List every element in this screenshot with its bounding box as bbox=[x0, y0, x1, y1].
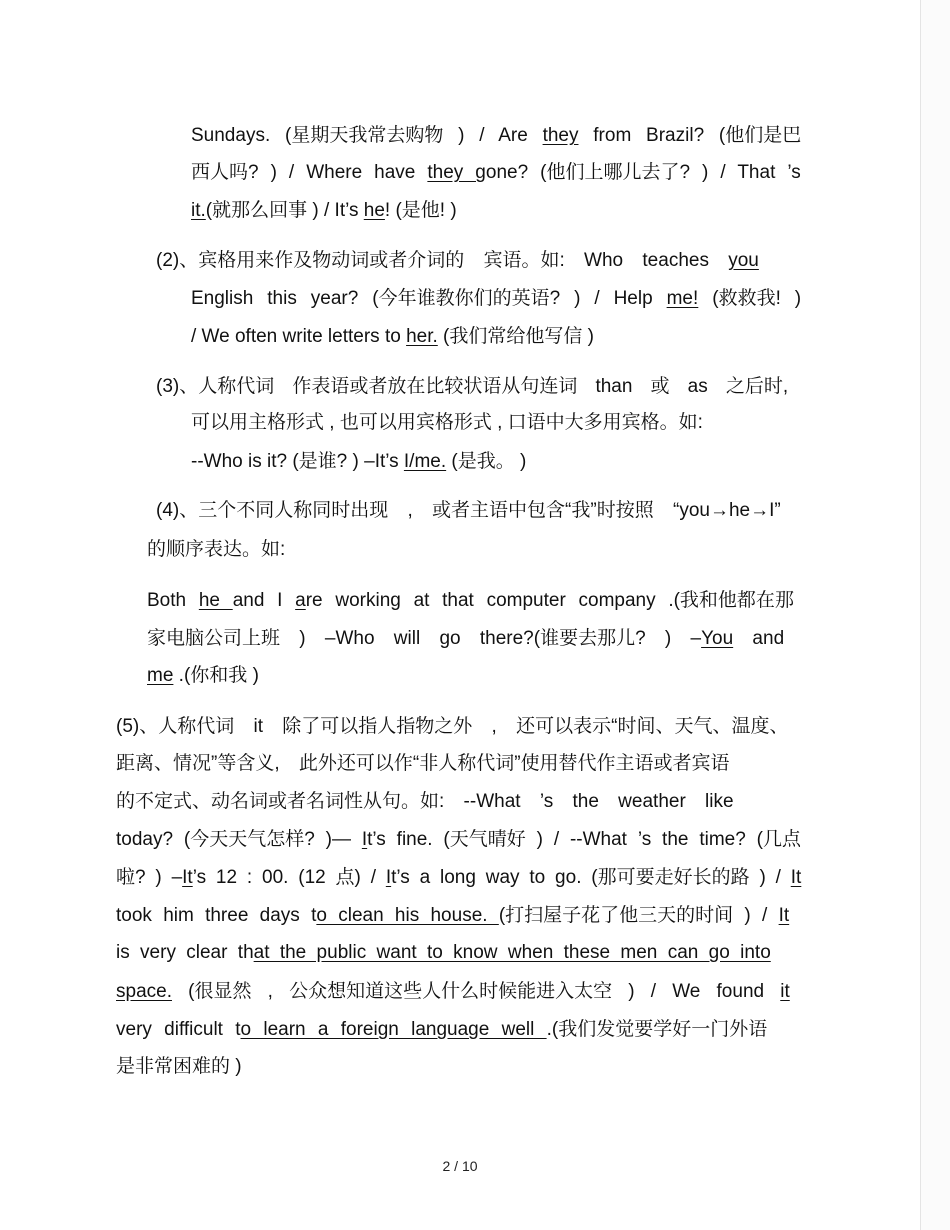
underlined-text: It bbox=[778, 905, 790, 926]
text-segment: Both bbox=[147, 590, 199, 611]
text-line bbox=[147, 589, 794, 613]
underlined-text: space. bbox=[116, 981, 172, 1002]
underlined-text: o clean his house. bbox=[316, 905, 499, 926]
text-line bbox=[191, 199, 457, 223]
text-segment: (救救我! ) bbox=[698, 288, 802, 309]
text-segment: 可以用主格形式 , 也可以用宾格形式 , 口语中大多用宾格。如: bbox=[191, 412, 703, 433]
text-segment: one? (他们上哪儿去了? ) / That ’s bbox=[485, 162, 801, 183]
text-segment: Sundays. (星期天我常去购物 ) / Are bbox=[191, 125, 543, 146]
text-segment: --Who is it? (是谁? ) –It’s bbox=[191, 451, 404, 472]
underlined-text: a bbox=[295, 590, 306, 611]
text-segment: 西人吗? ) / Where have bbox=[191, 162, 428, 183]
text-line bbox=[116, 904, 789, 928]
text-line bbox=[147, 538, 285, 562]
underlined-text: I bbox=[385, 867, 392, 888]
text-line bbox=[116, 752, 730, 776]
text-segment: t’s a long way to go. (那可要走好长的路 ) / bbox=[391, 867, 791, 888]
text-line bbox=[147, 664, 259, 688]
underlined-text: me! bbox=[666, 288, 699, 309]
underlined-text: you bbox=[728, 250, 759, 271]
text-segment: ! (是他! ) bbox=[384, 200, 457, 221]
text-line bbox=[116, 980, 790, 1004]
underlined-text: o learn a foreign language well bbox=[240, 1019, 547, 1040]
text-segment: (打扫屋子花了他三天的时间 ) / bbox=[498, 905, 779, 926]
text-segment: (5)、人称代词 it 除了可以指人指物之外 , 还可以表示“时间、天气、温度、 bbox=[116, 716, 789, 737]
underlined-text: It bbox=[182, 867, 193, 888]
text-line bbox=[116, 790, 734, 814]
text-segment: (我们常给他写信 ) bbox=[437, 326, 594, 347]
text-line bbox=[191, 124, 801, 148]
text-line bbox=[156, 499, 781, 523]
text-line bbox=[116, 828, 801, 852]
text-segment: 家电脑公司上班 ) –Who will go there?(谁要去那儿? ) – bbox=[147, 628, 702, 649]
text-segment: (3)、人称代词 作表语或者放在比较状语从句连词 than 或 as 之后时, bbox=[156, 376, 789, 397]
text-line bbox=[191, 411, 703, 435]
text-line bbox=[191, 450, 526, 474]
underlined-text: her. bbox=[406, 326, 438, 347]
text-segment: 是非常困难的 ) bbox=[116, 1056, 242, 1077]
underlined-text: they bbox=[542, 125, 579, 146]
viewer-background bbox=[921, 0, 950, 1230]
text-line bbox=[116, 1055, 242, 1079]
text-segment: 的顺序表达。如: bbox=[147, 539, 286, 560]
underlined-text: it bbox=[780, 981, 790, 1002]
text-segment: from Brazil? (他们是巴 bbox=[578, 125, 802, 146]
text-segment: 的不定式、动名词或者名词性从句。如: --What ’s the weather like bbox=[116, 791, 734, 812]
text-line bbox=[191, 161, 801, 185]
text-segment: and I bbox=[232, 590, 296, 611]
underlined-text: It bbox=[790, 867, 802, 888]
underlined-text: at the public want to know when these men can go into bbox=[253, 942, 771, 963]
page-number: 2 / 10 bbox=[442, 1158, 478, 1174]
text-segment: (2)、宾格用来作及物动词或者介词的 宾语。如: Who teaches bbox=[156, 250, 729, 271]
text-segment: t’s fine. (天气晴好 ) / --What ’s the time? (几点 bbox=[367, 829, 801, 850]
text-segment: and bbox=[733, 628, 785, 649]
text-segment: (4)、三个不同人称同时出现 , 或者主语中包含“我”时按照 “you→he→I” bbox=[156, 500, 781, 521]
text-line bbox=[116, 866, 801, 890]
text-segment: (就那么回事 ) / It’s bbox=[205, 200, 364, 221]
underlined-text: he bbox=[363, 200, 385, 221]
text-line bbox=[156, 375, 788, 399]
text-line bbox=[156, 249, 759, 273]
text-segment: 啦? ) – bbox=[116, 867, 183, 888]
text-line bbox=[147, 627, 784, 651]
text-segment: 距离、情况”等含义, 此外还可以作“非人称代词”使用替代作主语或者宾语 bbox=[116, 753, 730, 774]
text-segment: is very clear th bbox=[116, 942, 254, 963]
text-segment: English this year? (今年谁教你们的英语? ) / Help bbox=[191, 288, 667, 309]
text-segment: re working at that computer company .(我和他都在那 bbox=[305, 590, 794, 611]
text-segment: today? (今天天气怎样? )— bbox=[116, 829, 362, 850]
underlined-text: it. bbox=[191, 200, 206, 221]
text-segment: / We often write letters to bbox=[191, 326, 407, 347]
text-segment: (很显然 , 公众想知道这些人什么时候能进入太空 ) / We found bbox=[171, 981, 781, 1002]
text-line bbox=[116, 941, 771, 965]
text-line bbox=[116, 715, 788, 739]
text-segment: ’s 12 : 00. (12 点) / bbox=[192, 867, 386, 888]
text-segment: (是我。 ) bbox=[446, 451, 527, 472]
underlined-text: You bbox=[701, 628, 734, 649]
text-line bbox=[191, 325, 594, 349]
underlined-text: I/me. bbox=[403, 451, 447, 472]
text-segment: .(你和我 ) bbox=[173, 665, 259, 686]
underlined-text: they g bbox=[427, 162, 486, 183]
underlined-text: me bbox=[147, 665, 174, 686]
text-segment: very difficult t bbox=[116, 1019, 241, 1040]
text-segment: .(我们发觉要学好一门外语 bbox=[546, 1019, 768, 1040]
text-line bbox=[191, 287, 801, 311]
underlined-text: he bbox=[198, 590, 233, 611]
underlined-text: I bbox=[361, 829, 368, 850]
text-segment: took him three days t bbox=[116, 905, 317, 926]
text-line bbox=[116, 1018, 767, 1042]
